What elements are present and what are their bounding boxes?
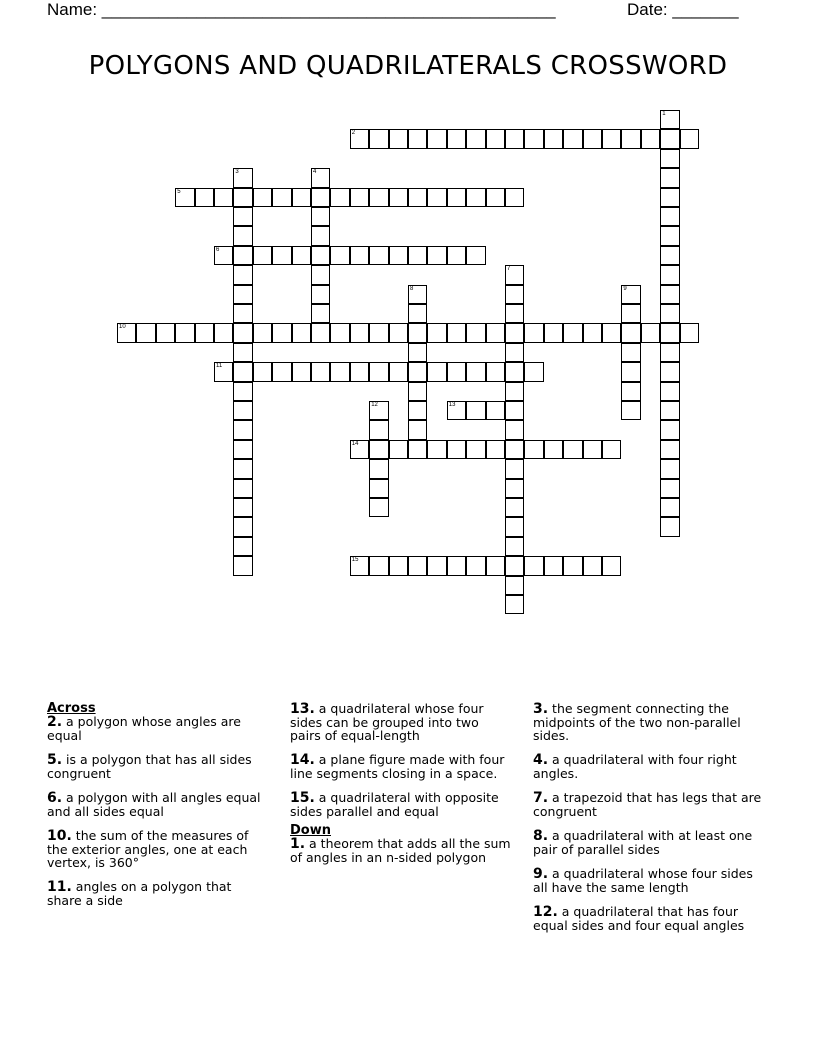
crossword-cell[interactable] [311, 265, 330, 284]
crossword-cell[interactable] [524, 362, 543, 381]
crossword-cell[interactable] [505, 129, 524, 148]
crossword-cell[interactable] [233, 556, 252, 575]
crossword-cell[interactable] [505, 323, 524, 342]
crossword-cell[interactable] [505, 382, 524, 401]
crossword-cell[interactable] [621, 362, 640, 381]
crossword-cell[interactable] [214, 188, 233, 207]
crossword-cell[interactable] [563, 556, 582, 575]
crossword-cell[interactable] [272, 188, 291, 207]
crossword-cell[interactable] [369, 440, 388, 459]
crossword-cell[interactable] [447, 440, 466, 459]
crossword-cell[interactable] [311, 362, 330, 381]
crossword-cell[interactable] [621, 382, 640, 401]
clue-text: angles on a polygon that share a side [47, 879, 232, 908]
crossword-cell[interactable] [233, 188, 252, 207]
crossword-cell[interactable] [544, 129, 563, 148]
clue-across-15 [290, 791, 512, 818]
crossword-cell[interactable] [233, 479, 252, 498]
crossword-cell[interactable] [447, 556, 466, 575]
crossword-cell[interactable] [660, 401, 679, 420]
crossword-cell[interactable] [117, 323, 136, 342]
crossword-cell[interactable] [660, 110, 679, 129]
cell-number: 14 [351, 440, 359, 447]
crossword-cell[interactable] [311, 207, 330, 226]
crossword-cell[interactable] [680, 323, 699, 342]
crossword-cell[interactable] [660, 498, 679, 517]
crossword-cell[interactable] [466, 401, 485, 420]
crossword-cell[interactable] [486, 129, 505, 148]
crossword-cell[interactable] [233, 285, 252, 304]
crossword-cell[interactable] [680, 129, 699, 148]
crossword-cell[interactable] [350, 188, 369, 207]
name-field[interactable]: Name: ________________________________________________ [47, 0, 556, 19]
clue-text: the segment connecting the midpoints of the two non-parallel sides. [533, 701, 741, 743]
crossword-cell[interactable] [233, 537, 252, 556]
crossword-cell[interactable] [447, 362, 466, 381]
cell-number: 12 [371, 402, 378, 408]
crossword-cell[interactable] [389, 246, 408, 265]
clue-text: a theorem that adds all the sum of angles in an n-sided polygon [290, 836, 511, 865]
crossword-cell[interactable] [486, 323, 505, 342]
crossword-cell[interactable] [621, 129, 640, 148]
clue-across-6 [47, 791, 269, 818]
clue-down-12 [533, 905, 765, 932]
clue-number: 15. [290, 790, 315, 806]
crossword-cell[interactable] [272, 246, 291, 265]
crossword-cell[interactable] [447, 401, 466, 420]
crossword-cell[interactable] [563, 440, 582, 459]
crossword-cell[interactable] [602, 323, 621, 342]
crossword-cell[interactable] [233, 304, 252, 323]
crossword-cell[interactable] [253, 246, 272, 265]
crossword-cell[interactable] [524, 323, 543, 342]
crossword-cell[interactable] [408, 401, 427, 420]
crossword-cell[interactable] [156, 323, 175, 342]
crossword-cell[interactable] [660, 323, 679, 342]
crossword-cell[interactable] [505, 595, 524, 614]
crossword-cell[interactable] [233, 265, 252, 284]
crossword-cell[interactable] [292, 246, 311, 265]
clue-number: 4. [533, 752, 549, 768]
crossword-cell[interactable] [233, 226, 252, 245]
crossword-cell[interactable] [233, 459, 252, 478]
crossword-cell[interactable] [292, 362, 311, 381]
crossword-cell[interactable] [602, 556, 621, 575]
crossword-cell[interactable] [408, 323, 427, 342]
crossword-cell[interactable] [311, 323, 330, 342]
clue-across-10 [47, 829, 269, 869]
crossword-cell[interactable] [195, 188, 214, 207]
clue-number: 9. [533, 866, 549, 882]
clue-across-5 [47, 753, 269, 780]
crossword-cell[interactable] [466, 362, 485, 381]
crossword-cell[interactable] [233, 440, 252, 459]
cell-number: 5 [177, 188, 181, 195]
crossword-cell[interactable] [447, 246, 466, 265]
clue-across-2 [47, 715, 269, 742]
crossword-cell[interactable] [660, 188, 679, 207]
clue-number: 13. [290, 701, 315, 717]
crossword-cell[interactable] [660, 517, 679, 536]
crossword-cell[interactable] [660, 246, 679, 265]
clue-down-9 [533, 867, 765, 894]
crossword-cell[interactable] [389, 556, 408, 575]
clue-number: 1. [290, 836, 306, 852]
crossword-cell[interactable] [175, 323, 194, 342]
crossword-cell[interactable] [466, 188, 485, 207]
crossword-cell[interactable] [466, 246, 485, 265]
crossword-cell[interactable] [660, 226, 679, 245]
crossword-cell[interactable] [621, 304, 640, 323]
crossword-cell[interactable] [583, 440, 602, 459]
crossword-cell[interactable] [660, 440, 679, 459]
crossword-cell[interactable] [408, 420, 427, 439]
crossword-cell[interactable] [311, 285, 330, 304]
crossword-cell[interactable] [660, 459, 679, 478]
crossword-cell[interactable] [447, 188, 466, 207]
clue-text: a polygon whose angles are equal [47, 714, 241, 743]
crossword-cell[interactable] [505, 517, 524, 536]
crossword-cell[interactable] [660, 149, 679, 168]
crossword-cell[interactable] [660, 129, 679, 148]
crossword-cell[interactable] [408, 129, 427, 148]
crossword-cell[interactable] [524, 129, 543, 148]
crossword-cell[interactable] [175, 188, 194, 207]
crossword-cell[interactable] [369, 498, 388, 517]
crossword-cell[interactable] [233, 401, 252, 420]
crossword-cell[interactable] [233, 420, 252, 439]
cell-number: 10 [119, 324, 126, 331]
crossword-cell[interactable] [330, 362, 349, 381]
clue-text: a quadrilateral whose four sides can be grouped into two pairs of equal-length [290, 701, 484, 743]
clue-text: a quadrilateral with opposite sides parallel and equal [290, 790, 499, 819]
clue-number: 12. [533, 904, 558, 920]
crossword-cell[interactable] [408, 362, 427, 381]
crossword-cell[interactable] [389, 323, 408, 342]
crossword-cell[interactable] [505, 440, 524, 459]
crossword-cell[interactable] [660, 207, 679, 226]
clue-down-7 [533, 791, 765, 818]
crossword-cell[interactable] [369, 246, 388, 265]
clues-column-2 [290, 702, 512, 875]
crossword-cell[interactable] [369, 401, 388, 420]
crossword-cell[interactable] [330, 246, 349, 265]
crossword-cell[interactable] [330, 323, 349, 342]
clue-number: 10. [47, 828, 72, 844]
crossword-cell[interactable] [233, 498, 252, 517]
clue-number: 5. [47, 752, 63, 768]
crossword-cell[interactable] [660, 420, 679, 439]
clue-number: 7. [533, 790, 549, 806]
crossword-cell[interactable] [505, 285, 524, 304]
crossword-cell[interactable] [369, 188, 388, 207]
clue-number: 14. [290, 752, 315, 768]
clue-across-11 [47, 880, 269, 907]
clues-column-1 [47, 702, 269, 918]
crossword-cell[interactable] [621, 323, 640, 342]
clue-down-3 [533, 702, 765, 742]
crossword-cell[interactable] [408, 440, 427, 459]
crossword-cell[interactable] [408, 188, 427, 207]
crossword-cell[interactable] [583, 556, 602, 575]
crossword-cell[interactable] [466, 129, 485, 148]
crossword-cell[interactable] [660, 479, 679, 498]
clue-text: a trapezoid that has legs that are congruent [533, 790, 762, 819]
crossword-cell[interactable] [233, 168, 252, 187]
crossword-cell[interactable] [408, 304, 427, 323]
crossword-cell[interactable] [563, 323, 582, 342]
crossword-cell[interactable] [621, 285, 640, 304]
across-heading: Across [47, 701, 96, 716]
crossword-cell[interactable] [233, 323, 252, 342]
crossword-cell[interactable] [641, 323, 660, 342]
crossword-cell[interactable] [486, 188, 505, 207]
clue-number: 3. [533, 701, 549, 717]
crossword-cell[interactable] [253, 362, 272, 381]
crossword-cell[interactable] [660, 382, 679, 401]
crossword-cell[interactable] [466, 323, 485, 342]
crossword-cell[interactable] [427, 323, 446, 342]
cell-number: 11 [216, 363, 223, 370]
crossword-cell[interactable] [389, 362, 408, 381]
crossword-cell[interactable] [369, 323, 388, 342]
crossword-cell[interactable] [330, 188, 349, 207]
crossword-cell[interactable] [408, 343, 427, 362]
crossword-cell[interactable] [272, 362, 291, 381]
crossword-cell[interactable] [253, 188, 272, 207]
crossword-cell[interactable] [660, 168, 679, 187]
crossword-cell[interactable] [350, 362, 369, 381]
crossword-cell[interactable] [505, 188, 524, 207]
cell-number: 7 [507, 266, 511, 273]
clue-number: 8. [533, 828, 549, 844]
crossword-cell[interactable] [214, 323, 233, 342]
crossword-cell[interactable] [369, 362, 388, 381]
crossword-cell[interactable] [389, 129, 408, 148]
crossword-cell[interactable] [369, 556, 388, 575]
crossword-cell[interactable] [214, 246, 233, 265]
clue-text: a quadrilateral whose four sides all have the same length [533, 866, 753, 895]
crossword-cell[interactable] [272, 323, 291, 342]
crossword-cell[interactable] [544, 556, 563, 575]
crossword-cell[interactable] [311, 226, 330, 245]
page-title: POLYGONS AND QUADRILATERALS CROSSWORD [88, 51, 728, 81]
crossword-cell[interactable] [233, 343, 252, 362]
crossword-cell[interactable] [602, 129, 621, 148]
crossword-cell[interactable] [233, 382, 252, 401]
crossword-cell[interactable] [602, 440, 621, 459]
crossword-cell[interactable] [369, 479, 388, 498]
crossword-cell[interactable] [311, 188, 330, 207]
crossword-cell[interactable] [486, 556, 505, 575]
crossword-cell[interactable] [350, 440, 369, 459]
cell-number: 4 [313, 169, 317, 176]
crossword-cell[interactable] [660, 265, 679, 284]
crossword-cell[interactable] [505, 265, 524, 284]
clue-down-4 [533, 753, 765, 780]
crossword-cell[interactable] [466, 440, 485, 459]
clue-down-8 [533, 829, 765, 856]
clue-number: 11. [47, 879, 72, 895]
crossword-cell[interactable] [350, 246, 369, 265]
crossword-cell[interactable] [660, 285, 679, 304]
crossword-cell[interactable] [253, 323, 272, 342]
crossword-cell[interactable] [233, 362, 252, 381]
crossword-cell[interactable] [350, 323, 369, 342]
crossword-cell[interactable] [427, 129, 446, 148]
crossword-cell[interactable] [524, 556, 543, 575]
crossword-cell[interactable] [486, 440, 505, 459]
clue-text: a quadrilateral with four right angles. [533, 752, 737, 781]
clue-text: the sum of the measures of the exterior angles, one at each vertex, is 360° [47, 828, 249, 870]
cell-number: 9 [623, 285, 627, 292]
crossword-cell[interactable] [233, 517, 252, 536]
crossword-cell[interactable] [292, 323, 311, 342]
cell-number: 8 [410, 285, 414, 292]
crossword-cell[interactable] [350, 556, 369, 575]
date-field[interactable]: Date: _______ [627, 0, 739, 19]
crossword-cell[interactable] [505, 343, 524, 362]
crossword-cell[interactable] [505, 537, 524, 556]
clue-number: 6. [47, 790, 63, 806]
crossword-cell[interactable] [427, 188, 446, 207]
clues-column-3 [533, 702, 765, 943]
clue-number: 2. [47, 714, 63, 730]
clue-text: a plane figure made with four line segments closing in a space. [290, 752, 505, 781]
crossword-cell[interactable] [544, 323, 563, 342]
crossword-cell[interactable] [466, 556, 485, 575]
crossword-cell[interactable] [544, 440, 563, 459]
crossword-cell[interactable] [311, 168, 330, 187]
crossword-cell[interactable] [660, 362, 679, 381]
clue-text: is a polygon that has all sides congruent [47, 752, 252, 781]
crossword-cell[interactable] [311, 246, 330, 265]
crossword-cell[interactable] [505, 576, 524, 595]
crossword-cell[interactable] [660, 343, 679, 362]
crossword-cell[interactable] [505, 556, 524, 575]
crossword-cell[interactable] [195, 323, 214, 342]
cell-number: 1 [662, 111, 666, 117]
clue-across-13 [290, 702, 512, 742]
crossword-cell[interactable] [505, 401, 524, 420]
crossword-cell[interactable] [369, 129, 388, 148]
crossword-cell[interactable] [505, 459, 524, 478]
crossword-cell[interactable] [505, 420, 524, 439]
clue-text: a polygon with all angles equal and all sides equal [47, 790, 261, 819]
clue-text: a quadrilateral with at least one pair of parallel sides [533, 828, 753, 857]
crossword-cell[interactable] [389, 440, 408, 459]
crossword-cell[interactable] [621, 343, 640, 362]
crossword-cell[interactable] [427, 246, 446, 265]
clue-down-1 [290, 837, 512, 864]
crossword-cell[interactable] [427, 556, 446, 575]
crossword-cell[interactable] [583, 129, 602, 148]
crossword-cell[interactable] [408, 246, 427, 265]
crossword-cell[interactable] [408, 556, 427, 575]
cell-number: 13 [448, 402, 456, 408]
crossword-cell[interactable] [447, 323, 466, 342]
crossword-cell[interactable] [641, 129, 660, 148]
crossword-cell[interactable] [563, 129, 582, 148]
crossword-cell[interactable] [447, 129, 466, 148]
cell-number: 15 [351, 557, 359, 564]
crossword-cell[interactable] [621, 401, 640, 420]
cell-number: 2 [351, 130, 356, 137]
crossword-cell[interactable] [660, 304, 679, 323]
crossword-cell[interactable] [389, 188, 408, 207]
crossword-cell[interactable] [292, 188, 311, 207]
crossword-cell[interactable] [505, 304, 524, 323]
crossword-cell[interactable] [505, 479, 524, 498]
clue-text: a quadrilateral that has four equal sides and four equal angles [533, 904, 745, 933]
crossword-cell[interactable] [408, 382, 427, 401]
crossword-cell[interactable] [233, 207, 252, 226]
crossword-cell[interactable] [524, 440, 543, 459]
crossword-cell[interactable] [486, 401, 505, 420]
crossword-cell[interactable] [369, 420, 388, 439]
crossword-cell[interactable] [505, 498, 524, 517]
crossword-cell[interactable] [214, 362, 233, 381]
crossword-cell[interactable] [369, 459, 388, 478]
crossword-cell[interactable] [486, 362, 505, 381]
crossword-cell[interactable] [233, 246, 252, 265]
cell-number: 3 [235, 169, 239, 176]
cell-number: 6 [216, 246, 220, 253]
down-heading: Down [290, 823, 331, 838]
crossword-cell[interactable] [505, 362, 524, 381]
crossword-cell[interactable] [408, 285, 427, 304]
clue-across-14 [290, 753, 512, 780]
crossword-cell[interactable] [427, 362, 446, 381]
crossword-cell[interactable] [350, 129, 369, 148]
crossword-cell[interactable] [583, 323, 602, 342]
crossword-cell[interactable] [427, 440, 446, 459]
crossword-cell[interactable] [311, 304, 330, 323]
crossword-cell[interactable] [136, 323, 155, 342]
